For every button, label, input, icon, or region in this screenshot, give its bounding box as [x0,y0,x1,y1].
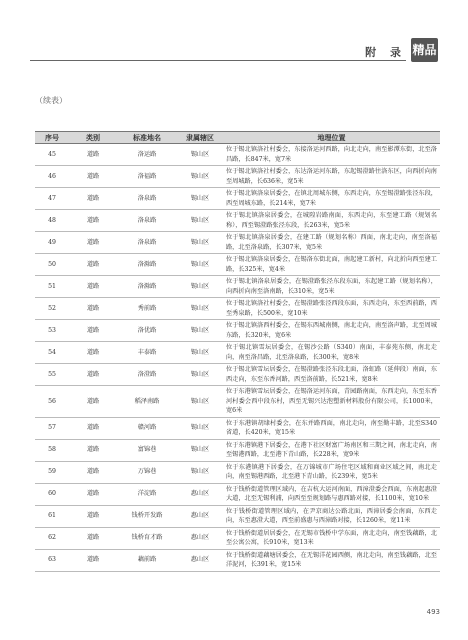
table-row [35,527,440,549]
row-location: 位于锡北镇雪坛居委会，在锡澄路张泾东段北面，洛虹路（延伸段）南面，东西走向，东至东香河路，西至洛前路，长521米，宽8米 [223,364,440,386]
table-row [35,417,440,439]
row-location: 位于锡北镇洛西村委会，在锡东西城南侧，南北走向，南至洛声路，北至周城东路，长320米，宽6米 [223,320,440,342]
row-location: 位于锡北镇洛社村委会，东达洛运河东路，东起锡澄路往洛东区，向西折向南至周城路，长636米，宽5米 [223,166,440,188]
row-district: 锡山区 [177,320,223,342]
continued-label: （续表） [35,96,67,105]
table-row [35,166,440,188]
row-number: 45 [35,144,69,166]
row-category: 道路 [69,276,117,298]
row-location: 位于锡北镇雪坛居委会，在锡沙公路（S340）南面，丰泰苑东侧，南北走向，南至洛昌路，北至洛泉路，长300米，宽8米 [223,342,440,364]
row-place-name: 丰泰路 [117,342,177,364]
row-location: 位于锡北镇洛社村委会，东接洛运河西路，向北走向，南至影潭东街，北至洛昌路，长847米，宽7米 [223,144,440,166]
table-row [35,144,440,166]
row-place-name: 钱桥开发路 [117,505,177,527]
row-location: 位于东港镇胡埭村委会，在东并路西面，南北走向，南至勤丰路，北至S340省道，长420米，宽15米 [223,417,440,439]
row-category: 道路 [69,527,117,549]
row-number: 57 [35,417,69,439]
row-category: 道路 [69,210,117,232]
col-header-district: 隶属辖区 [177,132,223,144]
row-location: 位于钱桥街道居居委会，在无锡市钱桥中学东面，南北走向，南至钱藕路，北至公寓公寓，长910米，宽13米 [223,527,440,549]
row-category: 道路 [69,483,117,505]
row-category: 道路 [69,549,117,571]
row-location: 位于锡北镇洛泉居委会，在镇北周城东侧，东西走向，东至锡澄路张泾东段，西至周城东路，长214米，宽7米 [223,188,440,210]
row-category: 道路 [69,386,117,418]
row-place-name: 洛福路 [117,166,177,188]
row-number: 54 [35,342,69,364]
row-category: 道路 [69,232,117,254]
row-place-name: 秀前路 [117,298,177,320]
row-location: 位于东港镇港下居委会，在港下社区财富广场南区和三期之间，南北走向，南至锡港西路，北至港下青山路，长228米，宽9米 [223,439,440,461]
table-row [35,461,440,483]
row-district: 锡山区 [177,254,223,276]
table-row [35,276,440,298]
row-category: 道路 [69,417,117,439]
table-row [35,483,440,505]
table-row [35,320,440,342]
row-place-name: 稻泽南路 [117,386,177,418]
book-logo: 精品 [411,38,438,62]
row-district: 锡山区 [177,298,223,320]
row-location: 位于东港镇港下居委会，在万锦城市广场住宅区域和商业区域之间，南北走向，南至锡港西路，北至港下青山路，长239米，宽5米 [223,461,440,483]
col-header-location: 地理位置 [223,132,440,144]
row-number: 56 [35,386,69,418]
row-number: 55 [35,364,69,386]
page-number: 493 [426,608,440,616]
row-district: 惠山区 [177,505,223,527]
row-place-name: 藕前路 [117,549,177,571]
row-place-name: 洛泉路 [117,188,177,210]
row-number: 49 [35,232,69,254]
row-category: 道路 [69,298,117,320]
row-location: 位于锡北镇洛社村委会，在锡澄路张泾西段东面，东西走向，东至西前路，西至秀泉路，长500米，宽10米 [223,298,440,320]
row-number: 46 [35,166,69,188]
row-number: 51 [35,276,69,298]
row-district: 锡山区 [177,386,223,418]
row-place-name: 洛滁路 [117,254,177,276]
table-body [35,144,440,572]
row-location: 位于钱桥街道管理区域内，在吉杭大运河南面，西漳澄委会西面，东南起惠澄大道，北至无锡利浦，向西至至规划路与惠西路对接，长1100米，宽10米 [223,483,440,505]
row-number: 47 [35,188,69,210]
col-header-name: 标准地名 [117,132,177,144]
row-number: 58 [35,439,69,461]
row-number: 48 [35,210,69,232]
place-name-table [35,131,440,572]
row-location: 位于锡北镇洛泉居委会，在锡洛东街北面，南起建工新村，向北折向西至建工路，长325米，宽4米 [223,254,440,276]
row-number: 62 [35,527,69,549]
table-row [35,386,440,418]
table-row [35,298,440,320]
row-place-name: 洛澄路 [117,364,177,386]
row-place-name: 万锦巷 [117,461,177,483]
table-row [35,364,440,386]
row-place-name: 洛滁路 [117,276,177,298]
row-category: 道路 [69,364,117,386]
row-number: 63 [35,549,69,571]
row-category: 道路 [69,342,117,364]
col-header-category: 类别 [69,132,117,144]
row-district: 锡山区 [177,439,223,461]
row-place-name: 洛运路 [117,144,177,166]
row-number: 61 [35,505,69,527]
row-district: 锡山区 [177,166,223,188]
row-district: 锡山区 [177,144,223,166]
row-category: 道路 [69,439,117,461]
row-location: 位于钱桥街道藕塘居委会，在无锡洋花园西侧，南北走向，南至钱藕路，北至洋泥河，长391米，宽15米 [223,549,440,571]
row-place-name: 钱桥育才路 [117,527,177,549]
row-category: 道路 [69,461,117,483]
row-number: 52 [35,298,69,320]
row-district: 锡山区 [177,417,223,439]
row-category: 道路 [69,505,117,527]
table-row [35,549,440,571]
row-place-name: 赣河路 [117,417,177,439]
row-category: 道路 [69,254,117,276]
row-district: 锡山区 [177,210,223,232]
row-district: 锡山区 [177,232,223,254]
table-row [35,439,440,461]
row-category: 道路 [69,166,117,188]
table-row [35,505,440,527]
row-number: 60 [35,483,69,505]
row-district: 惠山区 [177,549,223,571]
row-number: 59 [35,461,69,483]
section-title: 附 录 [365,46,406,59]
row-category: 道路 [69,320,117,342]
row-place-name: 洛泉路 [117,232,177,254]
row-place-name: 洛泉路 [117,210,177,232]
header-rule [30,60,406,61]
col-header-number: 序号 [35,132,69,144]
row-district: 惠山区 [177,527,223,549]
row-category: 道路 [69,188,117,210]
row-district: 锡山区 [177,342,223,364]
row-location: 位于锡北镇洛泉居委会，在城隍岩路南面，东西走向，东至建工路（规划名称），西至锡澄路张泾东段，长263米，宽5米 [223,210,440,232]
row-number: 50 [35,254,69,276]
row-district: 锡山区 [177,461,223,483]
row-category: 道路 [69,144,117,166]
row-district: 锡山区 [177,364,223,386]
row-number: 53 [35,320,69,342]
table-row [35,210,440,232]
table-row [35,342,440,364]
row-location: 位于钱桥街道管理区域内，在尹京商达公路北面，西漳居委会南面，东西走向，东至惠澄大道，西至前盛惠与西漳路对接，长1260米，宽11米 [223,505,440,527]
table-header-row [35,132,440,144]
table-row [35,254,440,276]
table-row [35,188,440,210]
row-location: 位于锡北镇洛泉居委会，在建工路（规划名称）西面，南北走向，南至洛福路，北至洛泉路，长307米，宽5米 [223,232,440,254]
row-place-name: 富锦巷 [117,439,177,461]
row-place-name: 洛优路 [117,320,177,342]
row-location: 位于锡北镇洛泉居委会，在锡澄路张泾东段东面，东起建工路（规划名称），向西折向南至洛南路，长310米，宽5米 [223,276,440,298]
row-district: 锡山区 [177,276,223,298]
row-district: 锡山区 [177,188,223,210]
table-row [35,232,440,254]
row-place-name: 洋淀路 [117,483,177,505]
page-header [0,0,468,70]
row-location: 位于东港镇雪坛居委会，在锡洛运河东面，青园路南面，东西走向，东至东香河村委会西中段东村，西至无锡兴达泡塑新材料股份有限公司，长1000米，宽6米 [223,386,440,418]
row-district: 惠山区 [177,483,223,505]
